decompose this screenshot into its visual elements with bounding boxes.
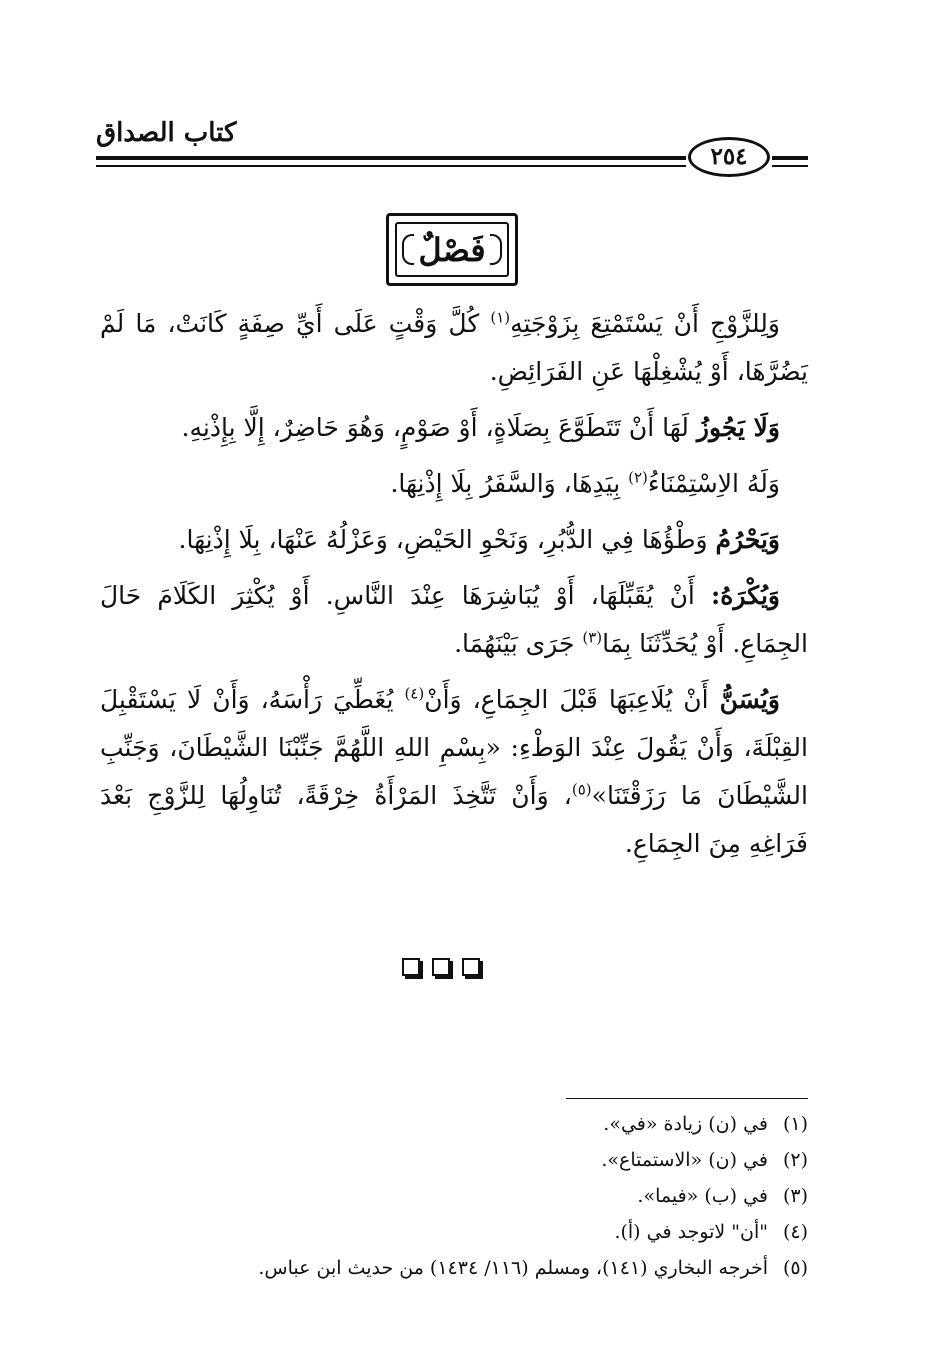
paragraph-1	[100, 300, 808, 396]
header-rule-long	[96, 156, 686, 167]
paragraph-lead-word: وَيُكْرَهُ:	[711, 581, 780, 610]
running-header-title: كتاب الصداق	[96, 118, 237, 148]
footnotes	[150, 1106, 808, 1286]
footnote-text: في (ن) زيادة «في».	[603, 1113, 768, 1135]
paragraph-2	[100, 404, 808, 452]
paragraph-text: أَنْ يُقَبِّلَهَا، أَوْ يُبَاشِرَهَا عِنْدَ النَّاسِ. أَوْ يُكْثِرَ الكَلَامَ حَالَ الجِمَاعِ. أَوْ يُحَدِّثَنَا بِمَا	[100, 581, 808, 658]
paragraph-6	[100, 676, 808, 868]
footnote-separator-rule	[566, 1098, 808, 1099]
footnote-number: (٤)	[782, 1221, 808, 1243]
footnote-number: (٥)	[782, 1257, 808, 1279]
footnote-text: أخرجه البخاري (١٤١)، ومسلم (١١٦/ ١٤٣٤) من حديث ابن عباس.	[258, 1257, 768, 1279]
paragraph-text: وَطْؤُهَا فِي الدُّبُرِ، وَنَحْوِ الحَيْضِ، وَعَزْلُهُ عَنْهَا، بِلَا إِذْنِهَا.	[178, 525, 716, 554]
footnote-number: (٢)	[782, 1149, 808, 1171]
paragraph-text-rest: يُغَطِّيَ رَأْسَهُ، وَأَنْ لَا يَسْتَقْبِلَ القِبْلَةَ، وَأَنْ يَقُولَ عِنْدَ الوَطْءِ: «بِسْمِ اللهِ اللَّهُمَّ جَنِّبْنَا الشَّيْطَانَ، وَجَنِّبِ الشَّيْطَانَ مَا رَزَقْتَنَا»	[100, 685, 808, 810]
paragraph-4	[100, 516, 808, 564]
ornament-square-icon	[402, 958, 420, 976]
footnote-number: (٣)	[782, 1185, 808, 1207]
ornament-square-icon	[432, 958, 450, 976]
page-number: ٢٥٤	[688, 137, 770, 177]
body-text	[100, 300, 808, 876]
paragraph-lead-word: وَيَحْرُمُ	[715, 525, 780, 554]
section-heading-inner-frame	[395, 222, 509, 277]
paragraph-text: أَنْ يُلَاعِبَهَا قَبْلَ الجِمَاعِ، وَأَنْ	[424, 685, 720, 714]
footnote-item	[150, 1106, 808, 1142]
paragraph-3	[100, 460, 808, 508]
header-rule-short	[772, 156, 808, 167]
paragraph-text-rest: بِيَدِهَا، وَالسَّفَرُ بِلَا إِذْنِهَا.	[390, 469, 629, 498]
footnote-ref-1: (١)	[490, 308, 511, 327]
paragraph-text-rest-2: ، وَأَنْ تَتَّخِذَ المَرْأَةُ خِرْقَةً، تُنَاوِلُهَا لِلزَّوْجِ بَعْدَ فَرَاغِهِ مِنَ الجِمَاعِ.	[100, 781, 808, 858]
footnote-ref-5: (٥)	[571, 780, 592, 799]
paragraph-text-rest: جَرَى بَيْنَهُمَا.	[454, 629, 583, 658]
footnote-ref-3: (٣)	[582, 628, 603, 647]
paragraph-lead-word: وَلَا يَجُوزُ	[696, 413, 780, 442]
footnote-item	[150, 1214, 808, 1250]
section-heading-frame	[386, 213, 518, 286]
paragraph-text: وَلِلزَّوْجِ أَنْ يَسْتَمْتِعَ بِزَوْجَتِهِ	[510, 309, 780, 338]
paragraph-text-rest: كُلَّ وَقْتٍ عَلَى أَيِّ صِفَةٍ كَانَتْ، مَا لَمْ يَضُرَّهَا، أَوْ يُشْغِلْهَا عَنِ الفَرَائِضِ.	[100, 309, 808, 386]
footnote-item	[150, 1250, 808, 1286]
footnote-text: "أن" لاتوجد في (أ).	[614, 1221, 768, 1243]
section-end-ornament	[402, 958, 502, 984]
paragraph-5	[100, 572, 808, 668]
footnote-item	[150, 1142, 808, 1178]
paragraph-lead-word: وَيُسَنُّ	[719, 685, 780, 714]
footnote-number: (١)	[782, 1113, 808, 1135]
footnote-text: في (ن) «الاستمتاع».	[601, 1149, 768, 1171]
footnote-text: في (ب) «فيما».	[637, 1185, 768, 1207]
paragraph-text: وَلَهُ الاِسْتِمْنَاءُ	[647, 469, 780, 498]
ornament-square-icon	[462, 958, 480, 976]
section-title: فَصْلٌ	[418, 230, 486, 269]
paragraph-text: لَهَا أَنْ تَتَطَوَّعَ بِصَلَاةٍ، أَوْ صَوْمٍ، وَهُوَ حَاضِرٌ، إِلَّا بِإِذْنِهِ.	[181, 413, 697, 442]
footnote-ref-2: (٢)	[628, 468, 648, 487]
footnote-item	[150, 1178, 808, 1214]
footnote-ref-4: (٤)	[404, 684, 425, 703]
